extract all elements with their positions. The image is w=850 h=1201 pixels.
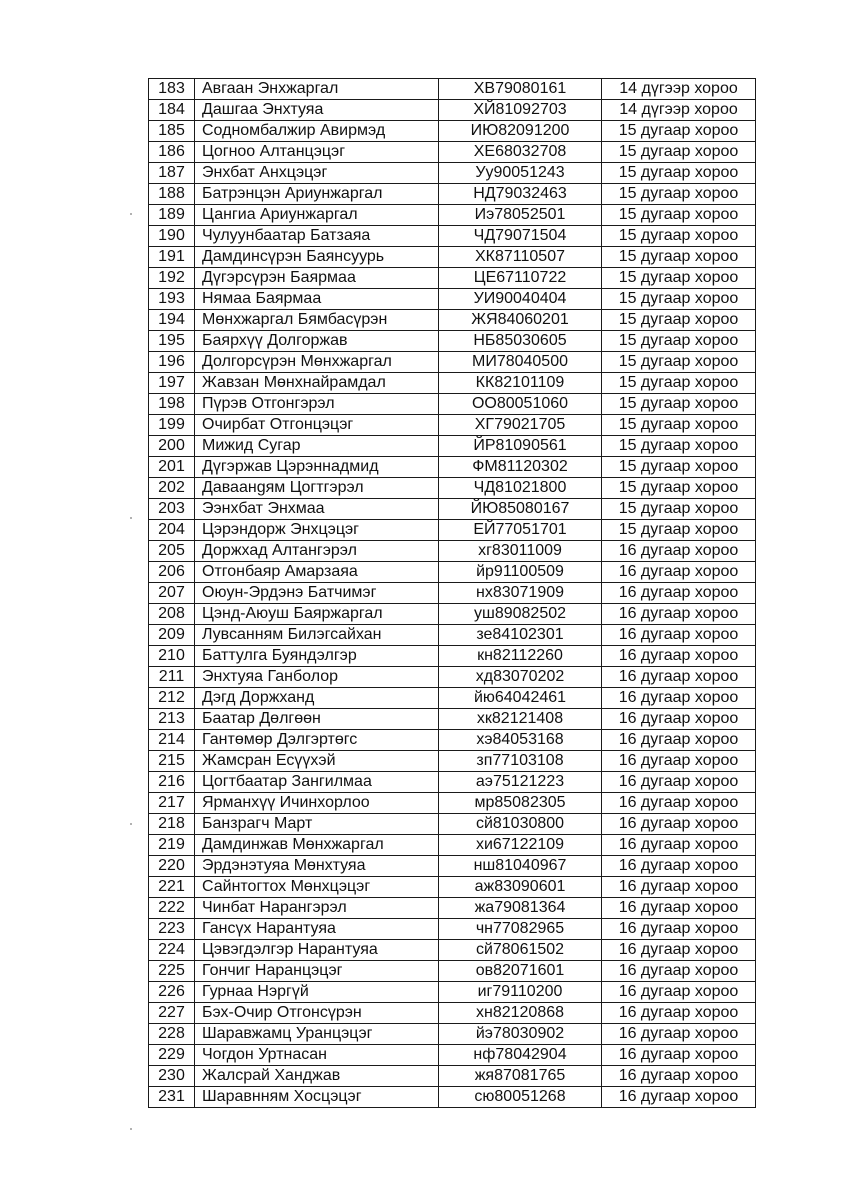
table-row <box>149 982 756 1003</box>
registration-id-cell: зе84102301 <box>439 625 602 646</box>
table-row <box>149 604 756 625</box>
registration-id-cell: зп77103108 <box>439 751 602 772</box>
row-number-cell: 209 <box>149 625 195 646</box>
roster-body <box>149 79 756 1108</box>
row-number-cell: 224 <box>149 940 195 961</box>
registration-id-cell: ФМ81120302 <box>439 457 602 478</box>
person-name-cell: Пүрэв Отгонгэрэл <box>195 394 439 415</box>
row-number-cell: 220 <box>149 856 195 877</box>
district-cell: 15 дугаар хороо <box>602 478 756 499</box>
table-row <box>149 667 756 688</box>
district-cell: 16 дугаар хороо <box>602 772 756 793</box>
registration-id-cell: сй78061502 <box>439 940 602 961</box>
registration-id-cell: уш89082502 <box>439 604 602 625</box>
person-name-cell: Даваанgям Цогтгэрэл <box>195 478 439 499</box>
registration-id-cell: нф78042904 <box>439 1045 602 1066</box>
person-name-cell: Жалсрай Ханджав <box>195 1066 439 1087</box>
table-row <box>149 688 756 709</box>
district-cell: 15 дугаар хороо <box>602 331 756 352</box>
row-number-cell: 207 <box>149 583 195 604</box>
row-number-cell: 222 <box>149 898 195 919</box>
table-row <box>149 163 756 184</box>
district-cell: 16 дугаар хороо <box>602 877 756 898</box>
person-name-cell: Шаравжамц Уранцэцэг <box>195 1024 439 1045</box>
person-name-cell: Ээнхбат Энхмаа <box>195 499 439 520</box>
scan-speck <box>130 823 132 825</box>
table-row <box>149 457 756 478</box>
row-number-cell: 188 <box>149 184 195 205</box>
registration-id-cell: КК82101109 <box>439 373 602 394</box>
table-row <box>149 919 756 940</box>
row-number-cell: 194 <box>149 310 195 331</box>
row-number-cell: 223 <box>149 919 195 940</box>
row-number-cell: 205 <box>149 541 195 562</box>
registration-id-cell: йр91100509 <box>439 562 602 583</box>
person-name-cell: Дүгэрсүрэн Баярмаа <box>195 268 439 289</box>
registration-id-cell: йэ78030902 <box>439 1024 602 1045</box>
table-row <box>149 898 756 919</box>
registration-id-cell: мр85082305 <box>439 793 602 814</box>
row-number-cell: 186 <box>149 142 195 163</box>
registration-id-cell: ЕЙ77051701 <box>439 520 602 541</box>
person-name-cell: Лувсанням Билэгсайхан <box>195 625 439 646</box>
row-number-cell: 202 <box>149 478 195 499</box>
person-name-cell: Бэх-Очир Отгонсүрэн <box>195 1003 439 1024</box>
registration-id-cell: ов82071601 <box>439 961 602 982</box>
district-cell: 14 дүгээр хороо <box>602 79 756 100</box>
district-cell: 16 дугаар хороо <box>602 1003 756 1024</box>
district-cell: 15 дугаар хороо <box>602 415 756 436</box>
district-cell: 16 дугаар хороо <box>602 1087 756 1108</box>
district-cell: 16 дугаар хороо <box>602 646 756 667</box>
district-cell: 15 дугаар хороо <box>602 184 756 205</box>
registration-id-cell: ЦЕ67110722 <box>439 268 602 289</box>
district-cell: 15 дугаар хороо <box>602 121 756 142</box>
row-number-cell: 226 <box>149 982 195 1003</box>
table-row <box>149 835 756 856</box>
registration-id-cell: ЖЯ84060201 <box>439 310 602 331</box>
registration-id-cell: УИ90040404 <box>439 289 602 310</box>
person-name-cell: Авгаан Энхжаргал <box>195 79 439 100</box>
registration-id-cell: нх83071909 <box>439 583 602 604</box>
registration-id-cell: жя87081765 <box>439 1066 602 1087</box>
table-row <box>149 415 756 436</box>
row-number-cell: 213 <box>149 709 195 730</box>
person-name-cell: Цэрэндорж Энхцэцэг <box>195 520 439 541</box>
table-row <box>149 142 756 163</box>
district-cell: 16 дугаар хороо <box>602 625 756 646</box>
table-row <box>149 79 756 100</box>
person-name-cell: Долгорсүрэн Мөнхжаргал <box>195 352 439 373</box>
scan-speck <box>130 1128 132 1130</box>
district-cell: 16 дугаар хороо <box>602 751 756 772</box>
row-number-cell: 225 <box>149 961 195 982</box>
person-name-cell: Цогноо Алтанцэцэг <box>195 142 439 163</box>
row-number-cell: 195 <box>149 331 195 352</box>
person-name-cell: Гансүх Нарантуяа <box>195 919 439 940</box>
table-row <box>149 1087 756 1108</box>
person-name-cell: Чулуунбаатар Батзаяа <box>195 226 439 247</box>
person-name-cell: Гончиг Наранцэцэг <box>195 961 439 982</box>
row-number-cell: 230 <box>149 1066 195 1087</box>
person-name-cell: Чогдон Уртнасан <box>195 1045 439 1066</box>
person-name-cell: Сайнтогтох Мөнхцэцэг <box>195 877 439 898</box>
table-row <box>149 751 756 772</box>
table-row <box>149 856 756 877</box>
registration-id-cell: ИЮ82091200 <box>439 121 602 142</box>
table-row <box>149 310 756 331</box>
row-number-cell: 190 <box>149 226 195 247</box>
district-cell: 15 дугаар хороо <box>602 499 756 520</box>
person-name-cell: Содномбалжир Авирмэд <box>195 121 439 142</box>
table-row <box>149 1045 756 1066</box>
table-row <box>149 289 756 310</box>
row-number-cell: 211 <box>149 667 195 688</box>
person-name-cell: Нямаа Баярмаа <box>195 289 439 310</box>
person-name-cell: Энхбат Анхцэцэг <box>195 163 439 184</box>
scan-speck <box>130 517 132 519</box>
person-name-cell: Гантөмөр Дэлгэртөгс <box>195 730 439 751</box>
row-number-cell: 184 <box>149 100 195 121</box>
registration-id-cell: хи67122109 <box>439 835 602 856</box>
table-row <box>149 814 756 835</box>
table-row <box>149 478 756 499</box>
row-number-cell: 227 <box>149 1003 195 1024</box>
registration-id-cell: хэ84053168 <box>439 730 602 751</box>
registration-id-cell: ХК87110507 <box>439 247 602 268</box>
row-number-cell: 203 <box>149 499 195 520</box>
district-cell: 16 дугаар хороо <box>602 562 756 583</box>
person-name-cell: Чинбат Нарангэрэл <box>195 898 439 919</box>
district-cell: 15 дугаар хороо <box>602 142 756 163</box>
registration-id-cell: ОО80051060 <box>439 394 602 415</box>
registration-id-cell: ХГ79021705 <box>439 415 602 436</box>
table-row <box>149 205 756 226</box>
row-number-cell: 204 <box>149 520 195 541</box>
person-name-cell: Энхтуяа Ганболор <box>195 667 439 688</box>
table-row <box>149 1024 756 1045</box>
district-cell: 16 дугаар хороо <box>602 688 756 709</box>
district-cell: 16 дугаар хороо <box>602 856 756 877</box>
district-cell: 16 дугаар хороо <box>602 604 756 625</box>
registration-id-cell: ХЙ81092703 <box>439 100 602 121</box>
registration-id-cell: Иэ78052501 <box>439 205 602 226</box>
table-row <box>149 394 756 415</box>
table-row <box>149 1003 756 1024</box>
district-cell: 16 дугаар хороо <box>602 667 756 688</box>
district-cell: 15 дугаар хороо <box>602 457 756 478</box>
district-cell: 16 дугаар хороо <box>602 793 756 814</box>
table-row <box>149 373 756 394</box>
row-number-cell: 208 <box>149 604 195 625</box>
row-number-cell: 185 <box>149 121 195 142</box>
registration-id-cell: ЙЮ85080167 <box>439 499 602 520</box>
table-row <box>149 961 756 982</box>
registration-id-cell: ХВ79080161 <box>439 79 602 100</box>
district-cell: 16 дугаар хороо <box>602 814 756 835</box>
person-name-cell: Дамдинжав Мөнхжаргал <box>195 835 439 856</box>
row-number-cell: 199 <box>149 415 195 436</box>
table-row <box>149 247 756 268</box>
table-row <box>149 583 756 604</box>
district-cell: 15 дугаар хороо <box>602 268 756 289</box>
person-name-cell: Дамдинсүрэн Баянсуурь <box>195 247 439 268</box>
district-cell: 16 дугаар хороо <box>602 961 756 982</box>
row-number-cell: 196 <box>149 352 195 373</box>
registration-id-cell: НБ85030605 <box>439 331 602 352</box>
person-name-cell: Цогтбаатар Зангилмаа <box>195 772 439 793</box>
table-row <box>149 100 756 121</box>
district-cell: 16 дугаар хороо <box>602 583 756 604</box>
row-number-cell: 187 <box>149 163 195 184</box>
district-cell: 16 дугаар хороо <box>602 835 756 856</box>
person-name-cell: Доржхад Алтангэрэл <box>195 541 439 562</box>
district-cell: 15 дугаар хороо <box>602 310 756 331</box>
row-number-cell: 217 <box>149 793 195 814</box>
person-name-cell: Цэвэгдэлгэр Нарантуяа <box>195 940 439 961</box>
registration-id-cell: жа79081364 <box>439 898 602 919</box>
table-row <box>149 562 756 583</box>
district-cell: 16 дугаар хороо <box>602 1024 756 1045</box>
row-number-cell: 231 <box>149 1087 195 1108</box>
district-cell: 16 дугаар хороо <box>602 709 756 730</box>
table-row <box>149 940 756 961</box>
person-name-cell: Баярхүү Долгоржав <box>195 331 439 352</box>
row-number-cell: 210 <box>149 646 195 667</box>
registration-id-cell: иг79110200 <box>439 982 602 1003</box>
table-row <box>149 331 756 352</box>
row-number-cell: 221 <box>149 877 195 898</box>
row-number-cell: 183 <box>149 79 195 100</box>
district-cell: 15 дугаар хороо <box>602 352 756 373</box>
row-number-cell: 200 <box>149 436 195 457</box>
district-cell: 15 дугаар хороо <box>602 394 756 415</box>
person-name-cell: Дашгаа Энхтуяа <box>195 100 439 121</box>
district-cell: 14 дүгээр хороо <box>602 100 756 121</box>
registration-id-cell: НД79032463 <box>439 184 602 205</box>
table-row <box>149 121 756 142</box>
row-number-cell: 206 <box>149 562 195 583</box>
row-number-cell: 228 <box>149 1024 195 1045</box>
person-name-cell: Мижид Сугар <box>195 436 439 457</box>
table-row <box>149 352 756 373</box>
district-cell: 15 дугаар хороо <box>602 436 756 457</box>
district-cell: 16 дугаар хороо <box>602 541 756 562</box>
table-row <box>149 709 756 730</box>
registration-id-cell: Уу90051243 <box>439 163 602 184</box>
table-row <box>149 877 756 898</box>
registration-id-cell: кн82112260 <box>439 646 602 667</box>
row-number-cell: 216 <box>149 772 195 793</box>
table-row <box>149 226 756 247</box>
person-name-cell: Батрэнцэн Ариунжаргал <box>195 184 439 205</box>
district-cell: 16 дугаар хороо <box>602 898 756 919</box>
district-cell: 16 дугаар хороо <box>602 919 756 940</box>
person-name-cell: Жамсран Есүүхэй <box>195 751 439 772</box>
registration-id-cell: чн77082965 <box>439 919 602 940</box>
registration-id-cell: МИ78040500 <box>439 352 602 373</box>
district-cell: 15 дугаар хороо <box>602 247 756 268</box>
registration-id-cell: ЙР81090561 <box>439 436 602 457</box>
person-name-cell: Банзрагч Март <box>195 814 439 835</box>
district-cell: 15 дугаар хороо <box>602 163 756 184</box>
person-name-cell: Отгонбаяр Амарзаяа <box>195 562 439 583</box>
district-cell: 15 дугаар хороо <box>602 226 756 247</box>
row-number-cell: 191 <box>149 247 195 268</box>
registration-id-cell: аж83090601 <box>439 877 602 898</box>
person-name-cell: Цангиа Ариунжаргал <box>195 205 439 226</box>
person-name-cell: Дүгэржав Цэрэннадмид <box>195 457 439 478</box>
table-row <box>149 793 756 814</box>
scan-speck <box>130 213 132 215</box>
district-cell: 16 дугаар хороо <box>602 1066 756 1087</box>
district-cell: 15 дугаар хороо <box>602 289 756 310</box>
registration-id-cell: хд83070202 <box>439 667 602 688</box>
person-name-cell: Цэнд-Аюуш Баяржаргал <box>195 604 439 625</box>
table-row <box>149 730 756 751</box>
person-name-cell: Мөнхжаргал Бямбасүрэн <box>195 310 439 331</box>
table-row <box>149 1066 756 1087</box>
registration-id-cell: хг83011009 <box>439 541 602 562</box>
person-name-cell: Ярманхүү Ичинхорлоо <box>195 793 439 814</box>
registration-id-cell: сй81030800 <box>439 814 602 835</box>
district-cell: 15 дугаар хороо <box>602 205 756 226</box>
district-cell: 16 дугаар хороо <box>602 940 756 961</box>
roster-sheet <box>148 78 755 1108</box>
person-name-cell: Баатар Дөлгөөн <box>195 709 439 730</box>
registration-id-cell: хк82121408 <box>439 709 602 730</box>
table-row <box>149 625 756 646</box>
row-number-cell: 192 <box>149 268 195 289</box>
table-row <box>149 436 756 457</box>
district-cell: 16 дугаар хороо <box>602 1045 756 1066</box>
person-name-cell: Очирбат Отгонцэцэг <box>195 415 439 436</box>
person-name-cell: Дэгд Доржханд <box>195 688 439 709</box>
row-number-cell: 218 <box>149 814 195 835</box>
person-name-cell: Эрдэнэтуяа Мөнхтуяа <box>195 856 439 877</box>
row-number-cell: 201 <box>149 457 195 478</box>
row-number-cell: 215 <box>149 751 195 772</box>
district-cell: 16 дугаар хороо <box>602 730 756 751</box>
table-row <box>149 646 756 667</box>
table-row <box>149 184 756 205</box>
row-number-cell: 197 <box>149 373 195 394</box>
table-row <box>149 499 756 520</box>
table-row <box>149 772 756 793</box>
table-row <box>149 541 756 562</box>
row-number-cell: 214 <box>149 730 195 751</box>
person-name-cell: Гурнаа Нэргүй <box>195 982 439 1003</box>
district-cell: 15 дугаар хороо <box>602 520 756 541</box>
registration-id-cell: нш81040967 <box>439 856 602 877</box>
row-number-cell: 219 <box>149 835 195 856</box>
table-row <box>149 268 756 289</box>
registration-id-cell: ЧД79071504 <box>439 226 602 247</box>
district-cell: 15 дугаар хороо <box>602 373 756 394</box>
registration-id-cell: аэ75121223 <box>439 772 602 793</box>
registration-id-cell: ЧД81021800 <box>439 478 602 499</box>
registration-id-cell: ХЕ68032708 <box>439 142 602 163</box>
person-name-cell: Жавзан Мөнхнайрамдал <box>195 373 439 394</box>
row-number-cell: 212 <box>149 688 195 709</box>
table-row <box>149 520 756 541</box>
row-number-cell: 229 <box>149 1045 195 1066</box>
person-name-cell: Шаравнням Хосцэцэг <box>195 1087 439 1108</box>
person-name-cell: Оюун-Эрдэнэ Батчимэг <box>195 583 439 604</box>
row-number-cell: 193 <box>149 289 195 310</box>
row-number-cell: 189 <box>149 205 195 226</box>
registration-id-cell: йю64042461 <box>439 688 602 709</box>
district-cell: 16 дугаар хороо <box>602 982 756 1003</box>
person-name-cell: Баттулга Буяндэлгэр <box>195 646 439 667</box>
row-number-cell: 198 <box>149 394 195 415</box>
roster-table <box>148 78 756 1108</box>
registration-id-cell: хн82120868 <box>439 1003 602 1024</box>
registration-id-cell: сю80051268 <box>439 1087 602 1108</box>
